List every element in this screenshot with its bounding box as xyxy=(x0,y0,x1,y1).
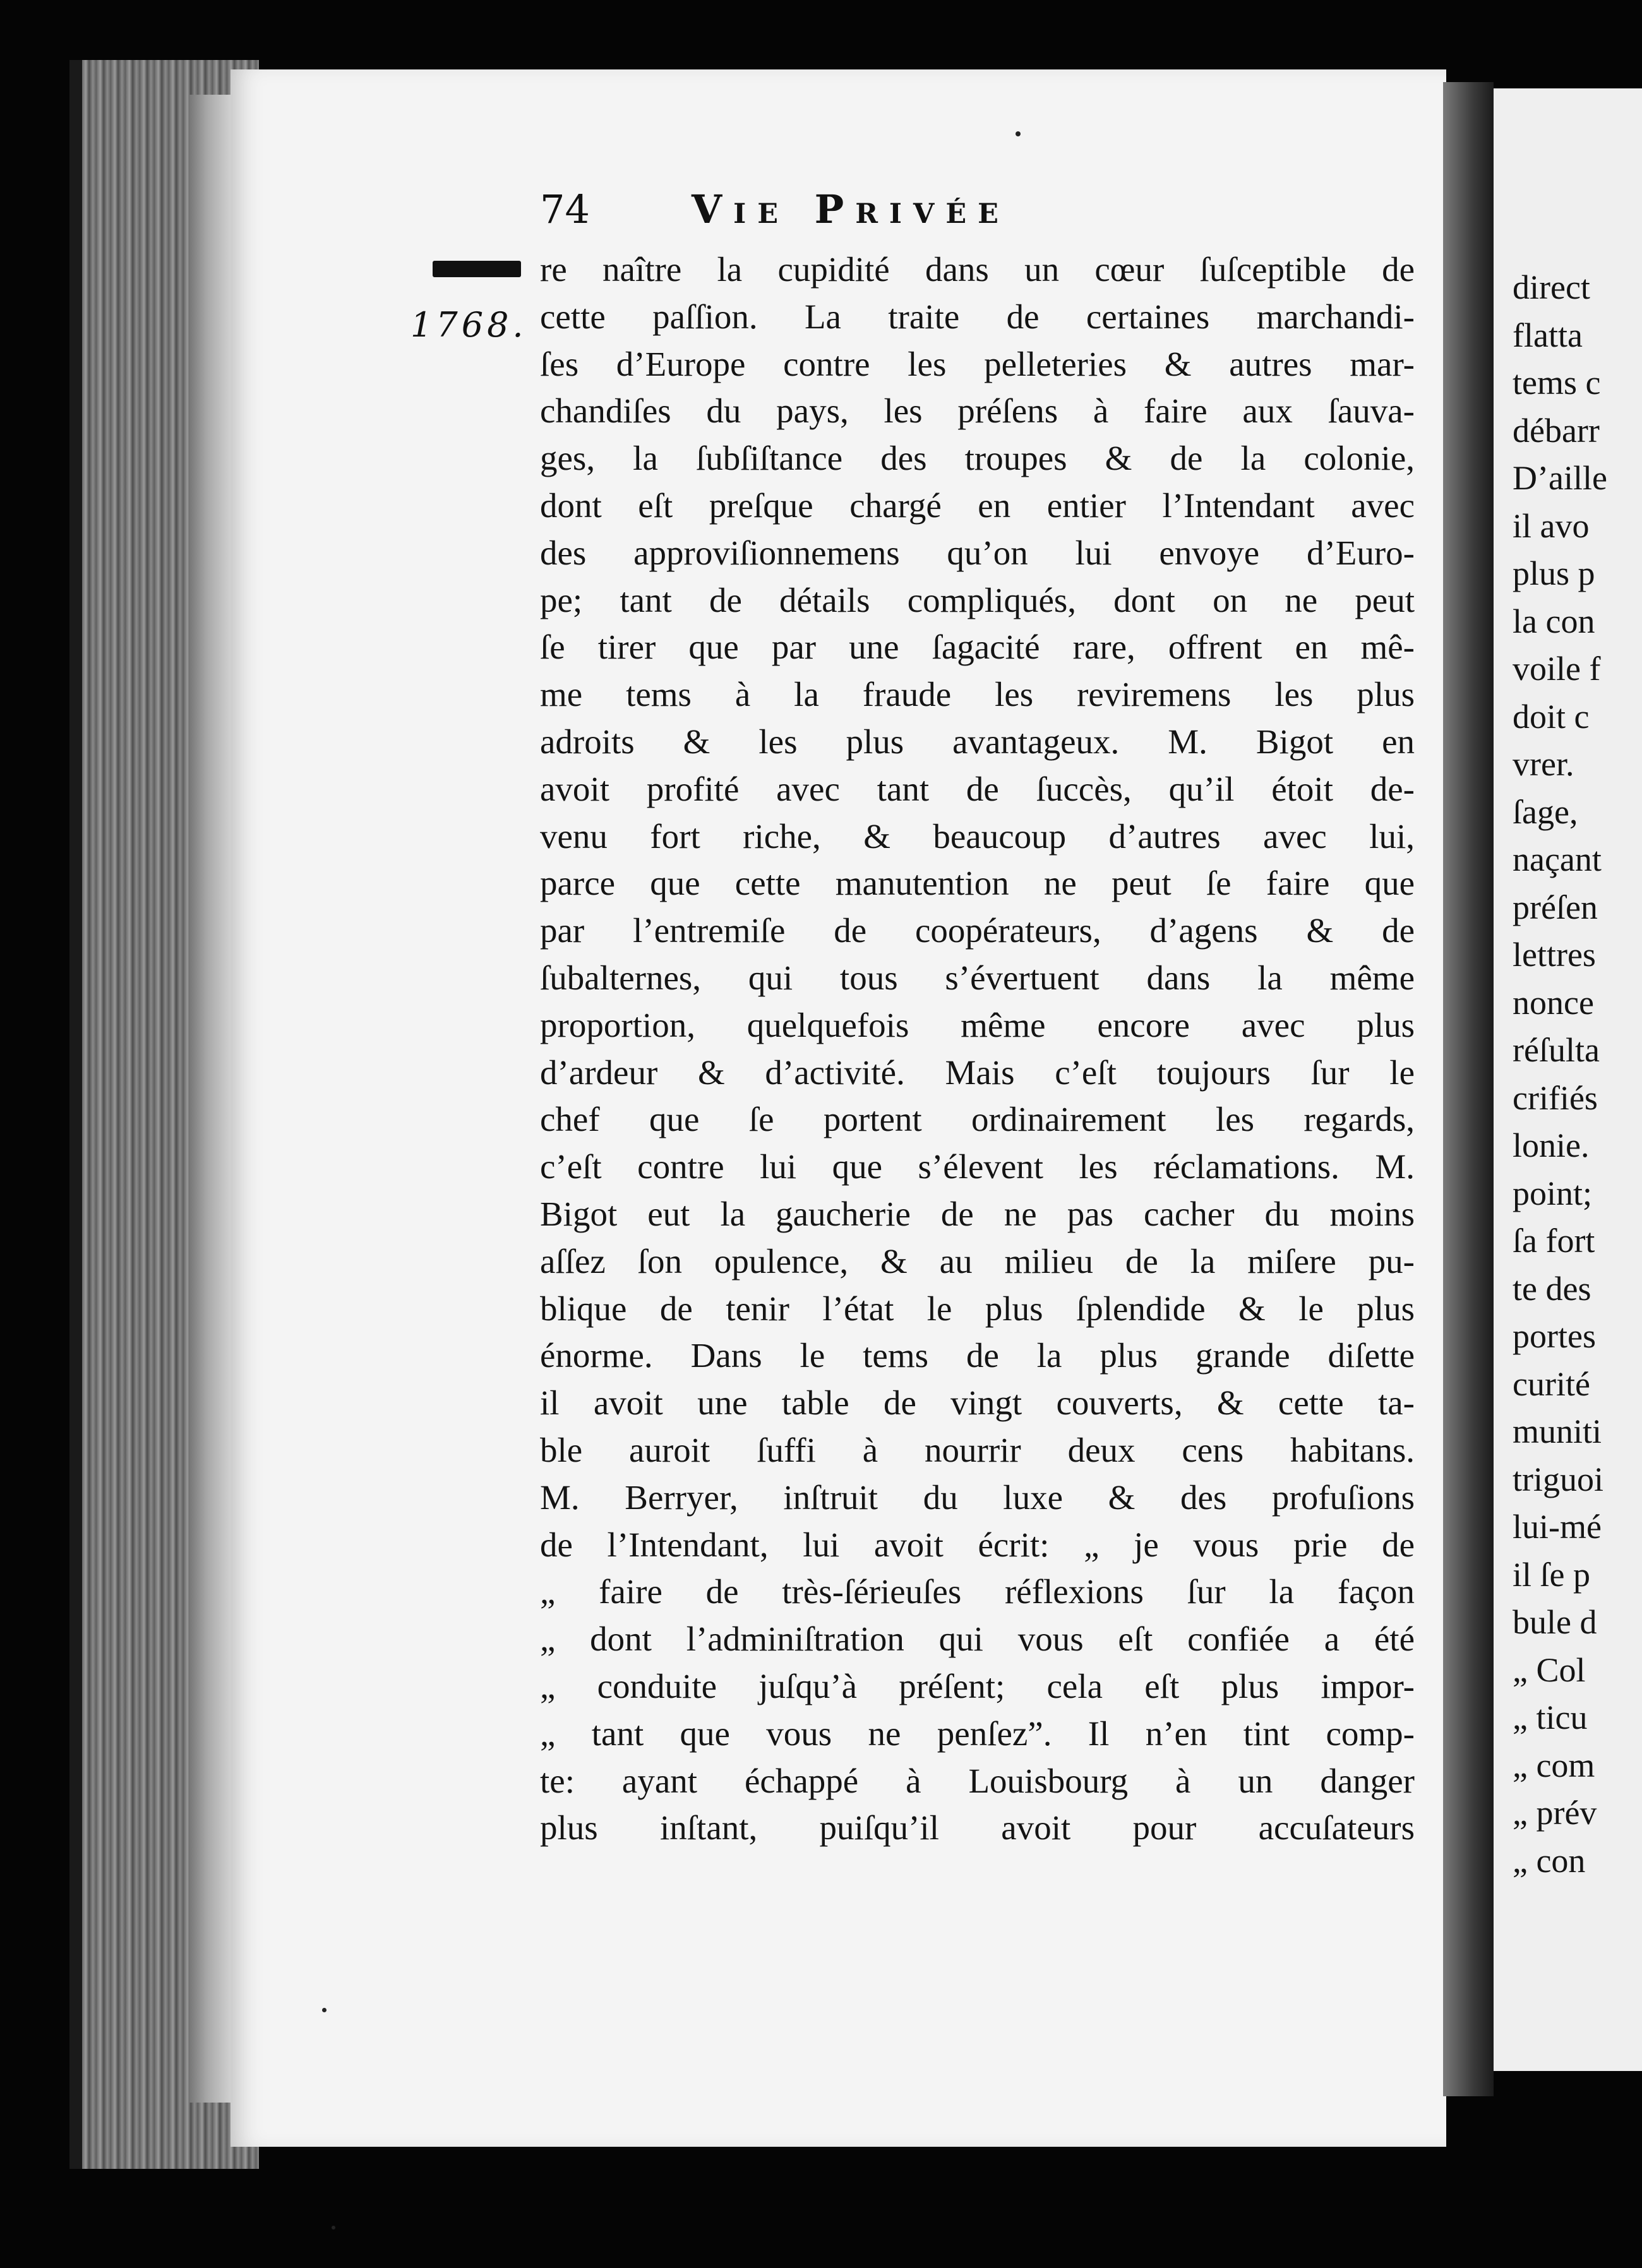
speck xyxy=(322,2008,327,2012)
facing-text-line: crifiés xyxy=(1513,1078,1598,1117)
text-line: ſe tirer que par une ſagacité rare, offrent en mê- xyxy=(540,628,1415,667)
speck xyxy=(332,2226,335,2229)
facing-text-line: D’aille xyxy=(1513,459,1607,497)
facing-text-line: „ prév xyxy=(1513,1794,1597,1832)
text-line: c’eſt contre lui que s’élevent les réclamations. M. xyxy=(540,1147,1415,1186)
facing-text-line: triguoi xyxy=(1513,1460,1603,1498)
text-line: „ tant que vous ne penſez”. Il n’en tint comp- xyxy=(540,1714,1415,1753)
text-line: il avoit une table de vingt couverts, & cette ta- xyxy=(540,1383,1415,1423)
facing-text-line: ſage, xyxy=(1513,792,1578,831)
facing-page-text xyxy=(1513,264,1642,1885)
facing-text-line: direct xyxy=(1513,268,1590,306)
text-line: par l’entremiſe de coopérateurs, d’agens & de xyxy=(540,911,1415,950)
text-line: proportion, quelquefois même encore avec plus xyxy=(540,1005,1415,1044)
facing-text-line: muniti xyxy=(1513,1412,1602,1450)
page-edge-shading xyxy=(189,95,234,2103)
text-line: re naître la cupidité dans un cœur ſuſceptible de xyxy=(540,250,1415,289)
section-rule-mark xyxy=(433,261,521,277)
book-gutter xyxy=(1443,82,1494,2096)
facing-text-line: lonie. xyxy=(1513,1126,1590,1164)
text-line: blique de tenir l’état le plus ſplendide & le plus xyxy=(540,1289,1415,1328)
facing-text-line: plus p xyxy=(1513,554,1595,592)
facing-text-line: nonce xyxy=(1513,983,1594,1022)
facing-text-line: tems c xyxy=(1513,364,1601,402)
text-line: énorme. Dans le tems de la plus grande diſette xyxy=(540,1336,1415,1375)
running-header xyxy=(540,186,1411,232)
text-line: cette paſſion. La traite de certaines marchandi- xyxy=(540,297,1415,336)
text-line: dont eſt preſque chargé en entier l’Intendant avec xyxy=(540,486,1415,525)
text-line: „ faire de très-ſérieuſes réflexions ſur la façon xyxy=(540,1572,1415,1611)
facing-text-line: „ ticu xyxy=(1513,1698,1588,1736)
text-line: ſes d’Europe contre les pelleteries & autres mar- xyxy=(540,344,1415,383)
page-number: 74 xyxy=(540,186,590,232)
text-line: ſubalternes, qui tous s’évertuent dans la même xyxy=(540,958,1415,997)
text-line: chandiſes du pays, les préſens à faire aux ſauva- xyxy=(540,391,1415,431)
facing-text-line: „ Col xyxy=(1513,1650,1586,1689)
facing-text-line: curité xyxy=(1513,1364,1590,1403)
facing-text-line: portes xyxy=(1513,1317,1596,1355)
facing-text-line: point; xyxy=(1513,1174,1593,1212)
text-line: M. Berryer, inſtruit du luxe & des profuſions xyxy=(540,1477,1415,1517)
facing-text-line: débarr xyxy=(1513,411,1600,450)
body-text xyxy=(540,246,1415,1852)
running-title: Vie Privée xyxy=(692,186,1010,232)
facing-text-line: flatta xyxy=(1513,316,1583,354)
facing-text-line: „ con xyxy=(1513,1841,1586,1880)
facing-text-line: „ com xyxy=(1513,1746,1595,1784)
text-line: venu fort riche, & beaucoup d’autres avec lui, xyxy=(540,816,1415,856)
speck xyxy=(1016,131,1021,136)
facing-text-line: préſen xyxy=(1513,888,1598,926)
margin-year-note: 1768. xyxy=(410,305,527,345)
facing-text-line: bule d xyxy=(1513,1603,1597,1641)
text-line: Bigot eut la gaucherie de ne pas cacher du moins xyxy=(540,1194,1415,1233)
facing-text-line: vrer. xyxy=(1513,745,1574,783)
text-line: adroits & les plus avantageux. M. Bigot en xyxy=(540,722,1415,761)
facing-text-line: voile f xyxy=(1513,650,1601,688)
facing-text-line: lui-mé xyxy=(1513,1508,1602,1546)
facing-text-line: lettres xyxy=(1513,936,1596,974)
facing-text-line: la con xyxy=(1513,602,1595,640)
text-line: plus inſtant, puiſqu’il avoit pour accuſateurs xyxy=(540,1808,1415,1847)
text-line: avoit profité avec tant de ſuccès, qu’il étoit de- xyxy=(540,769,1415,808)
text-line: d’ardeur & d’activité. Mais c’eſt toujours ſur le xyxy=(540,1053,1415,1092)
text-line: parce que cette manutention ne peut ſe faire que xyxy=(540,864,1415,903)
facing-text-line: réſulta xyxy=(1513,1031,1600,1069)
facing-text-line: doit c xyxy=(1513,697,1590,736)
text-line: des approviſionnemens qu’on lui envoye d’Euro- xyxy=(540,533,1415,572)
text-line: pe; tant de détails compliqués, dont on ne peut xyxy=(540,580,1415,619)
text-line: ges, la ſubſiſtance des troupes & de la colonie, xyxy=(540,439,1415,478)
text-line: „ dont l’adminiſtration qui vous eſt confiée a été xyxy=(540,1620,1415,1659)
facing-text-line: naçant xyxy=(1513,840,1602,878)
text-line: „ conduite juſqu’à préſent; cela eſt plus impor- xyxy=(540,1666,1415,1705)
text-line: de l’Intendant, lui avoit écrit: „ je vous prie de xyxy=(540,1525,1415,1564)
text-line: aſſez ſon opulence, & au milieu de la miſere pu- xyxy=(540,1241,1415,1280)
text-line: ble auroit ſuffi à nourrir deux cens habitans. xyxy=(540,1430,1415,1469)
text-line: chef que ſe portent ordinairement les regards, xyxy=(540,1100,1415,1139)
facing-text-line: il avo xyxy=(1513,506,1590,545)
facing-text-line: ſa fort xyxy=(1513,1222,1595,1260)
text-line: me tems à la fraude les reviremens les plus xyxy=(540,675,1415,714)
facing-text-line: il ſe p xyxy=(1513,1555,1590,1594)
facing-text-line: te des xyxy=(1513,1269,1591,1308)
text-line: te: ayant échappé à Louisbourg à un danger xyxy=(540,1761,1415,1800)
